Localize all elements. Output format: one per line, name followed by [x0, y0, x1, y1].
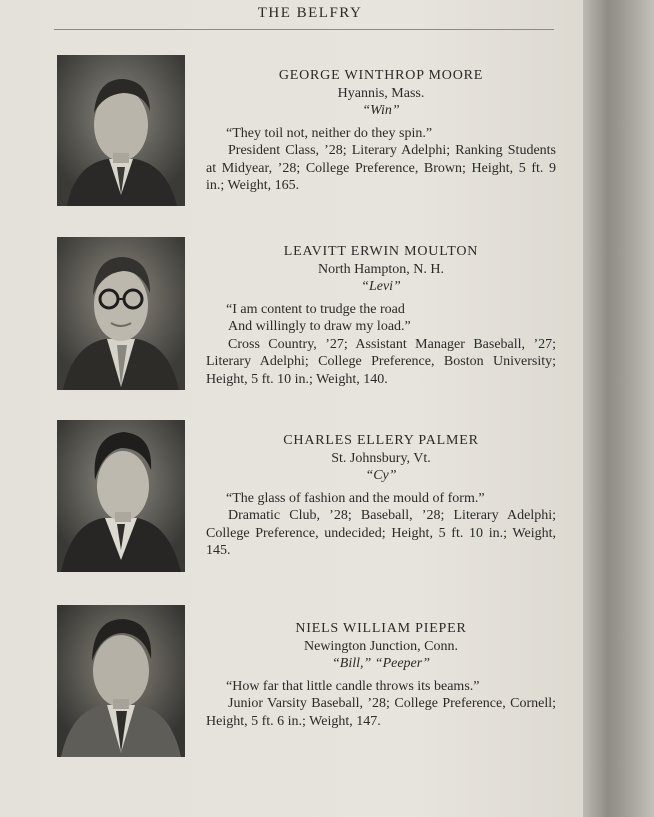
- student-record: Cross Country, ’27; Assistant Manager Baseball, ’27; Literary Adelphi; College Preference, Boston University; Height, 5 ft. 10 in.; Weight, 140.: [206, 336, 556, 387]
- student-hometown: Newington Junction, Conn.: [304, 638, 458, 654]
- header-rule: [54, 29, 554, 30]
- student-quote: “I am content to trudge the road: [226, 301, 405, 317]
- student-hometown: Hyannis, Mass.: [337, 85, 425, 101]
- student-portrait: [57, 420, 185, 572]
- student-quote: “They toil not, neither do they spin.”: [226, 125, 433, 141]
- student-portrait: [57, 55, 185, 206]
- student-name: CHARLES ELLERY PALMER: [283, 433, 479, 448]
- student-record: President Class, ’28; Literary Adelphi; Ranking Students at Midyear, ’28; College Preference, Brown; Height, 5 ft. 9 in.; Weight, 165.: [206, 143, 556, 193]
- student-name: LEAVITT ERWIN MOULTON: [283, 244, 479, 259]
- student-name: GEORGE WINTHROP MOORE: [278, 68, 484, 83]
- book-gutter: [583, 0, 654, 817]
- page-header: THE BELFRY: [257, 5, 363, 21]
- student-portrait: [57, 605, 185, 757]
- student-portrait: [57, 237, 185, 390]
- student-hometown: North Hampton, N. H.: [318, 261, 444, 277]
- student-record: Junior Varsity Baseball, ’28; College Preference, Cornell; Height, 5 ft. 6 in.; Weight, 147.: [206, 696, 556, 729]
- student-quote: “How far that little candle throws its beams.”: [226, 678, 480, 694]
- student-nickname: “Cy”: [365, 468, 397, 483]
- student-nickname: “Win”: [362, 103, 400, 118]
- student-hometown: St. Johnsbury, Vt.: [331, 450, 431, 466]
- student-record: Dramatic Club, ’28; Baseball, ’28; Literary Adelphi; College Preference, undecided; Height, 5 ft. 10 in.; Weight, 145.: [206, 508, 556, 558]
- student-quote: “The glass of fashion and the mould of form.”: [226, 490, 485, 506]
- student-name: NIELS WILLIAM PIEPER: [295, 621, 467, 636]
- student-quote-line: And willingly to draw my load.”: [228, 319, 411, 334]
- student-nickname: “Levi”: [361, 279, 401, 294]
- student-nickname: “Bill,” “Peeper”: [331, 656, 430, 671]
